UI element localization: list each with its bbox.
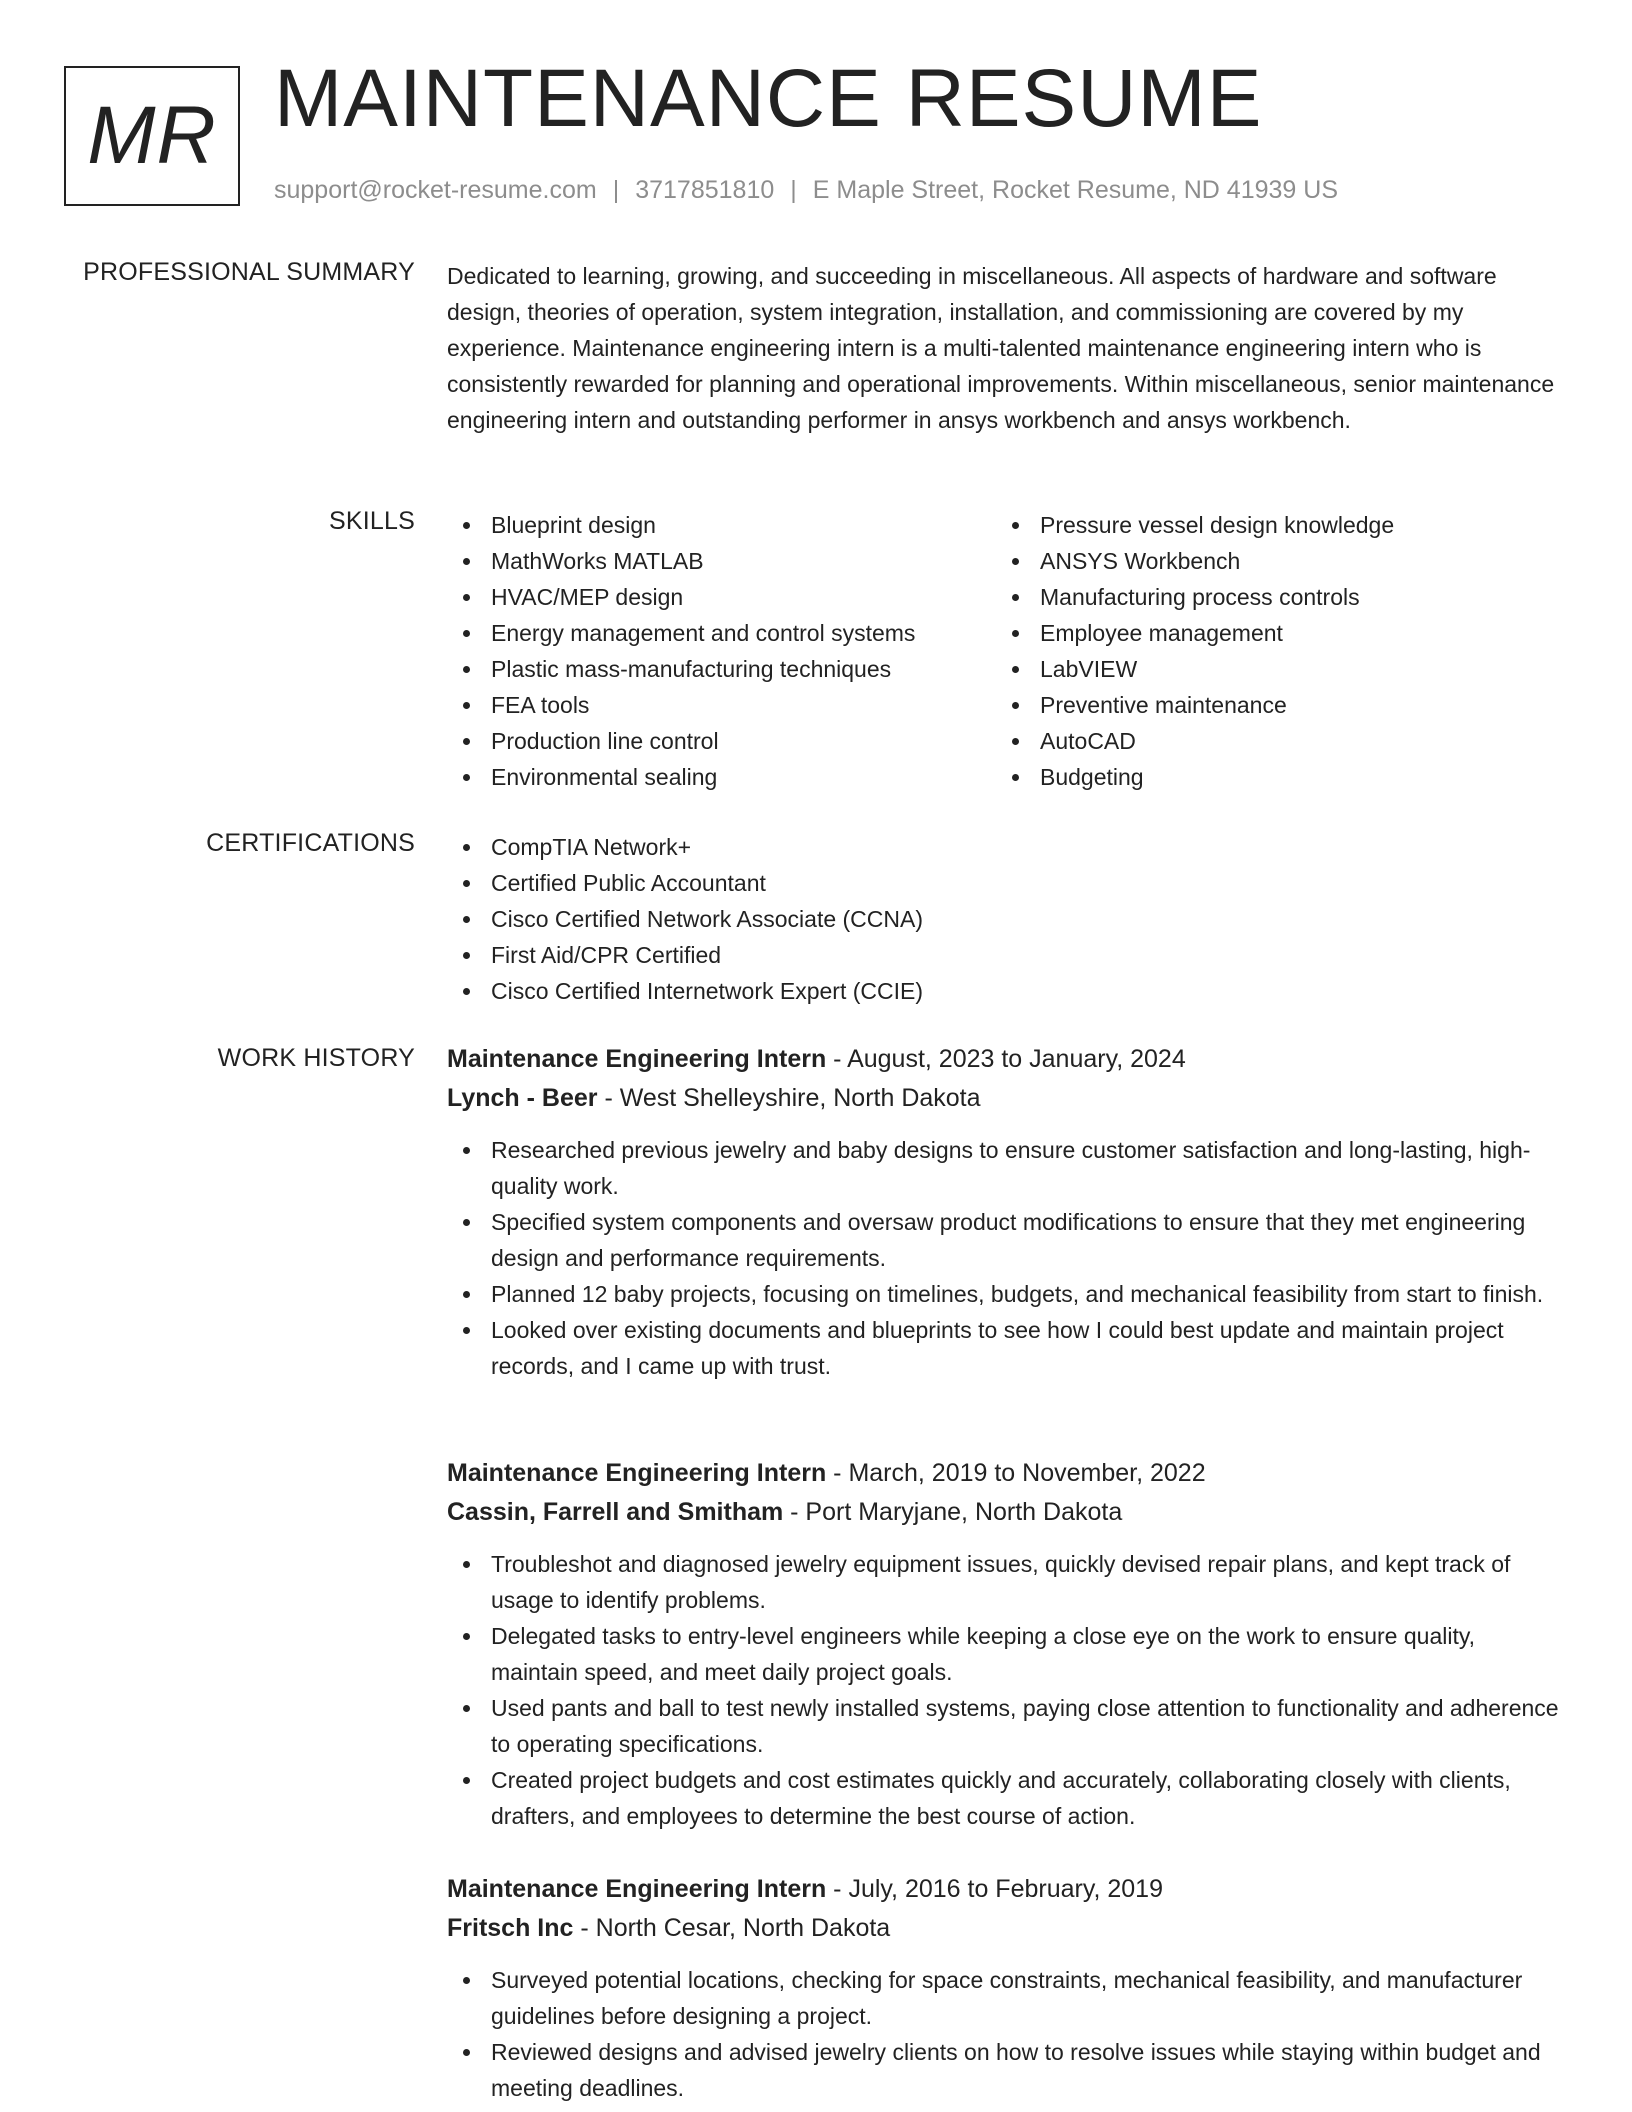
contact-separator: | — [790, 176, 797, 204]
job-location: - Port Maryjane, North Dakota — [783, 1498, 1123, 1526]
skill-item: AutoCAD — [996, 723, 1545, 759]
job-bullet: Looked over existing documents and blueprints to see how I could best update and maintain project records, and I came up with trust. — [447, 1312, 1567, 1384]
job-bullet: Delegated tasks to entry-level engineers while keeping a close eye on the work to ensure quality, maintain speed, and meet daily project goals. — [447, 1618, 1567, 1690]
job-bullet: Used pants and ball to test newly installed systems, paying close attention to functionality and adherence to operating specifications. — [447, 1690, 1567, 1762]
skill-item: Environmental sealing — [447, 759, 996, 795]
skill-item: Blueprint design — [447, 507, 996, 543]
skills-list-right — [996, 507, 1545, 795]
certification-item: Cisco Certified Internetwork Expert (CCIE) — [447, 973, 1567, 1009]
job-dates: - August, 2023 to January, 2024 — [826, 1045, 1186, 1073]
contact-phone: 3717851810 — [635, 176, 775, 204]
skill-item: LabVIEW — [996, 651, 1545, 687]
certification-item: First Aid/CPR Certified — [447, 937, 1567, 973]
job-entry — [447, 1870, 1567, 2106]
skills-list-left — [447, 507, 996, 795]
job-bullet: Reviewed designs and advised jewelry clients on how to resolve issues while staying within budget and meeting deadlines. — [447, 2034, 1567, 2106]
job-role: Maintenance Engineering Intern — [447, 1045, 827, 1073]
job-bullet: Specified system components and oversaw product modifications to ensure that they met engineering design and performance requirements. — [447, 1204, 1567, 1276]
job-company: Lynch - Beer — [447, 1084, 598, 1112]
job-bullets — [447, 1132, 1567, 1384]
skill-item: Energy management and control systems — [447, 615, 996, 651]
job-bullet: Troubleshot and diagnosed jewelry equipment issues, quickly devised repair plans, and kept track of usage to identify problems. — [447, 1546, 1567, 1618]
skill-item: Production line control — [447, 723, 996, 759]
contact-separator: | — [612, 176, 620, 204]
job-entry — [447, 1454, 1567, 1834]
job-title-line — [447, 1040, 1567, 1079]
job-company: Cassin, Farrell and Smitham — [447, 1498, 784, 1526]
job-bullet: Researched previous jewelry and baby designs to ensure customer satisfaction and long-lasting, high-quality work. — [447, 1132, 1567, 1204]
certification-item: Cisco Certified Network Associate (CCNA) — [447, 901, 1567, 937]
summary-text: Dedicated to learning, growing, and succeeding in miscellaneous. All aspects of hardware and software design, theories of operation, system integration, installation, and commissioning are covered by my experience. Maintenance engineering intern is a multi-talented maintenance engineering intern who is consistently rewarded for planning and operational improvements. Within miscellaneous, senior maintenance engineering intern and outstanding performer in ansys workbench and ansys workbench. — [447, 263, 1555, 433]
job-dates: - March, 2019 to November, 2022 — [826, 1459, 1206, 1487]
contact-line — [274, 176, 1338, 205]
summary-heading: PROFESSIONAL SUMMARY — [83, 258, 415, 286]
job-bullet: Created project budgets and cost estimates quickly and accurately, collaborating closely with clients, drafters, and employees to determine the best course of action. — [447, 1762, 1567, 1834]
job-location: - North Cesar, North Dakota — [573, 1914, 891, 1942]
contact-address: E Maple Street, Rocket Resume, ND 41939 US — [812, 176, 1338, 204]
certifications-body — [447, 829, 1567, 1009]
skill-item: Preventive maintenance — [996, 687, 1545, 723]
job-bullets — [447, 1962, 1567, 2106]
job-role: Maintenance Engineering Intern — [447, 1875, 827, 1903]
skill-item: MathWorks MATLAB — [447, 543, 996, 579]
job-bullet: Planned 12 baby projects, focusing on timelines, budgets, and mechanical feasibility from start to finish. — [447, 1276, 1567, 1312]
skill-item: Plastic mass-manufacturing techniques — [447, 651, 996, 687]
skill-item: FEA tools — [447, 687, 996, 723]
skills-heading: SKILLS — [329, 507, 415, 535]
resume-title: MAINTENANCE RESUME — [274, 53, 1263, 144]
job-title-line — [447, 1870, 1567, 1909]
skill-item: Pressure vessel design knowledge — [996, 507, 1545, 543]
skill-item: Budgeting — [996, 759, 1545, 795]
job-dates: - July, 2016 to February, 2019 — [826, 1875, 1163, 1903]
job-title-line — [447, 1454, 1567, 1493]
skill-item: Manufacturing process controls — [996, 579, 1545, 615]
certifications-heading: CERTIFICATIONS — [206, 829, 415, 857]
skill-item: ANSYS Workbench — [996, 543, 1545, 579]
skill-item: Employee management — [996, 615, 1545, 651]
monogram-text: MR — [87, 90, 217, 181]
job-bullet: Surveyed potential locations, checking for space constraints, mechanical feasibility, and manufacturer guidelines before designing a project. — [447, 1962, 1567, 2034]
contact-email: support@rocket-resume.com — [274, 176, 597, 204]
skills-body — [447, 507, 1567, 795]
job-company-line — [447, 1909, 1567, 1948]
job-company-line — [447, 1493, 1567, 1532]
job-location: - West Shelleyshire, North Dakota — [597, 1084, 981, 1112]
job-bullets — [447, 1546, 1567, 1834]
job-entry — [447, 1040, 1567, 1384]
certifications-list — [447, 829, 1567, 1009]
skill-item: HVAC/MEP design — [447, 579, 996, 615]
job-company: Fritsch Inc — [447, 1914, 574, 1942]
certification-item: Certified Public Accountant — [447, 865, 1567, 901]
job-company-line — [447, 1079, 1567, 1118]
skills-grid — [447, 507, 1567, 795]
certification-item: CompTIA Network+ — [447, 829, 1567, 865]
job-role: Maintenance Engineering Intern — [447, 1459, 827, 1487]
monogram-box — [64, 66, 240, 206]
work-history-heading: WORK HISTORY — [217, 1044, 415, 1072]
